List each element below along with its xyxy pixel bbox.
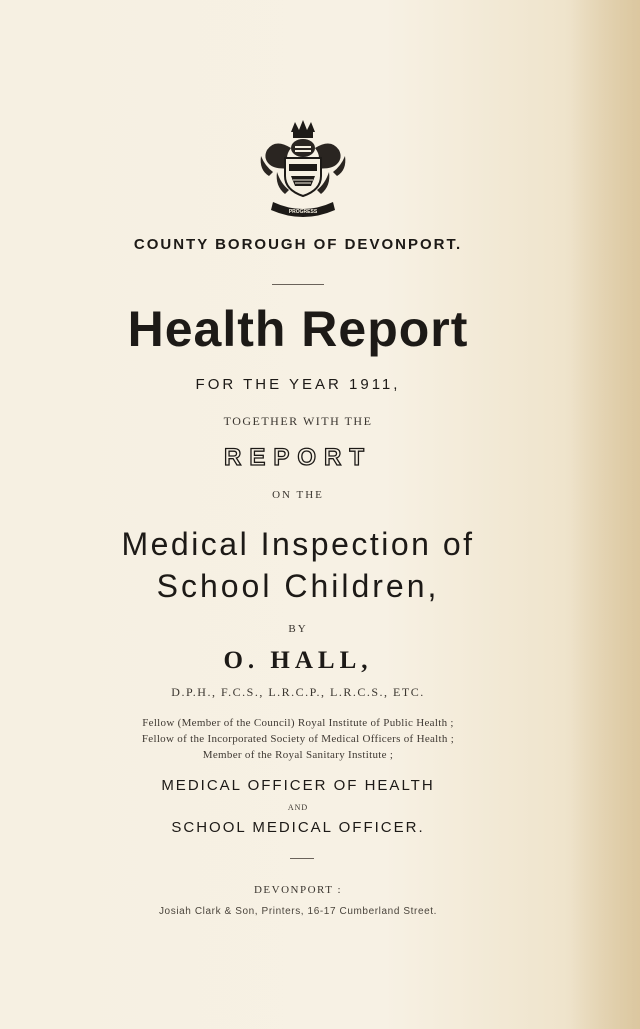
divider-top xyxy=(272,284,324,285)
divider-bottom xyxy=(290,858,314,859)
role-medical-officer: MEDICAL OFFICER OF HEALTH xyxy=(161,777,435,794)
fellowship-line: Fellow of the Incorporated Society of Medical Officers of Health ; xyxy=(141,733,455,745)
author-degrees: D.P.H., F.C.S., L.R.C.P., L.R.C.S., ETC. xyxy=(171,685,425,699)
page-edge-stain xyxy=(570,0,640,1029)
county-heading: COUNTY BOROUGH OF DEVONPORT. xyxy=(133,236,463,253)
together-line: TOGETHER WITH THE xyxy=(223,414,373,428)
report-word: REPORT xyxy=(223,444,372,471)
subject-line-1: Medical Inspection of xyxy=(121,526,475,562)
imprint-place: DEVONPORT : xyxy=(253,884,343,896)
year-line: FOR THE YEAR 1911, xyxy=(195,376,401,393)
fellowship-line: Fellow (Member of the Council) Royal Institute of Public Health ; xyxy=(142,717,454,729)
author-name: O. HALL, xyxy=(223,647,373,674)
imprint-printer: Josiah Clark & Son, Printers, 16-17 Cumberland Street. xyxy=(158,906,438,917)
role-and: AND xyxy=(287,803,309,812)
subject-line-2: School Children, xyxy=(156,568,440,604)
role-school-medical-officer: SCHOOL MEDICAL OFFICER. xyxy=(171,819,425,836)
on-the-line: ON THE xyxy=(272,489,324,501)
by-line: BY xyxy=(288,623,308,635)
borough-crest-icon xyxy=(255,118,351,222)
fellowship-line: Member of the Royal Sanitary Institute ; xyxy=(202,749,394,761)
crest-motto: PROGRESS xyxy=(288,209,318,215)
page-title: Health Report xyxy=(127,301,469,357)
